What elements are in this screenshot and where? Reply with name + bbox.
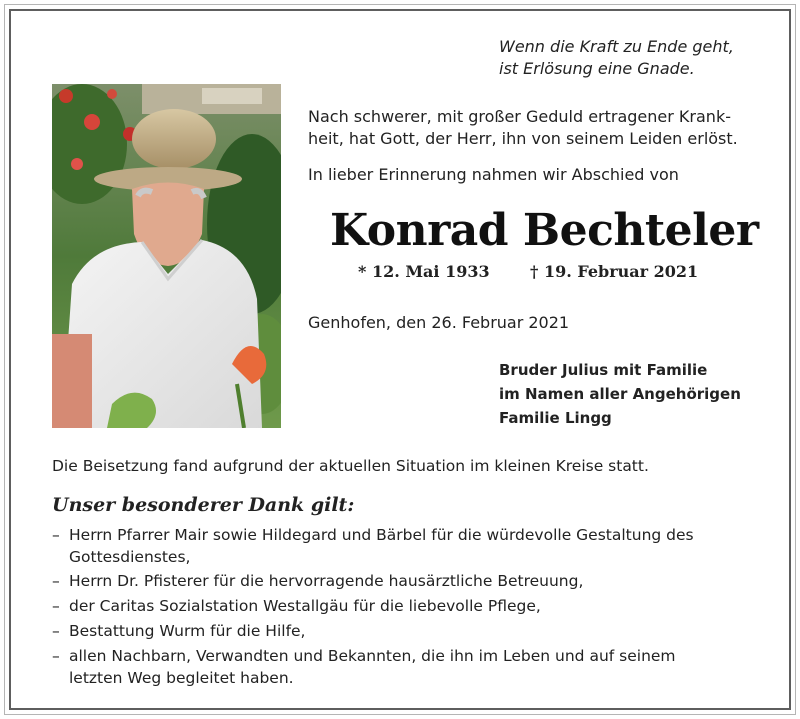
bullet-dash: – [52,526,60,544]
intro-text: In lieber Erinnerung nahmen wir Abschied von [308,165,679,184]
thanks-title: Unser besonderer Dank gilt: [52,494,355,516]
mourner-line: im Namen aller Angehörigen [499,385,741,403]
bullet-dash: – [52,597,60,615]
deceased-name: Konrad Bechteler [330,205,759,256]
thanks-item-text [69,570,765,592]
death-date: † 19. Februar 2021 [530,262,699,281]
thanks-item-text [69,524,765,568]
birth-date: * 12. Mai 1933 [358,262,490,281]
motto-line: ist Erlösung eine Gnade. [499,59,695,78]
thanks-item-text [69,595,765,617]
portrait-illustration [52,84,281,428]
place-and-date: Genhofen, den 26. Februar 2021 [308,313,570,332]
bullet-dash: – [52,622,60,640]
bullet-dash: – [52,572,60,590]
motto-line: Wenn die Kraft zu Ende geht, [499,37,734,56]
mourner-line: Familie Lingg [499,409,612,427]
thanks-item-line: Gottesdienstes, [69,548,191,566]
intro-text: Nach schwerer, mit großer Geduld ertragener Krank- [308,107,731,126]
thanks-item-text [69,620,765,642]
thanks-item-line: Herrn Pfarrer Mair sowie Hildegard und Bärbel für die würdevolle Gestaltung des [69,526,694,544]
thanks-item-line: letzten Weg begleitet haben. [69,669,294,687]
motto-quote [499,36,734,80]
thanks-item-line: Bestattung Wurm für die Hilfe, [69,622,306,640]
mourner-line: Bruder Julius mit Familie [499,361,708,379]
thanks-item-text [69,645,765,689]
bullet-dash: – [52,647,60,665]
portrait-photo [52,84,281,428]
thanks-item-line: allen Nachbarn, Verwandten und Bekannten, die ihn im Leben und auf seinem [69,647,676,665]
intro-text: heit, hat Gott, der Herr, ihn von seinem Leiden erlöst. [308,129,738,148]
funeral-note: Die Beisetzung fand aufgrund der aktuellen Situation im kleinen Kreise statt. [52,457,649,475]
thanks-item-line: Herrn Dr. Pfisterer für die hervorragende hausärztliche Betreuung, [69,572,584,590]
thanks-item-line: der Caritas Sozialstation Westallgäu für die liebevolle Pflege, [69,597,541,615]
